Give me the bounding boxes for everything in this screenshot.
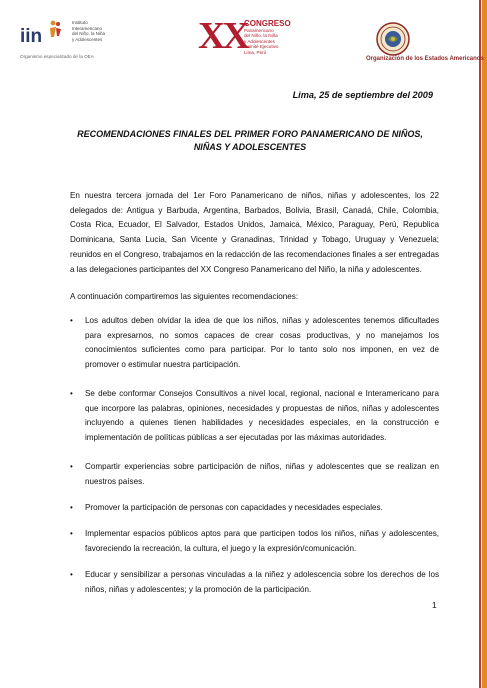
list-item [70, 527, 439, 556]
list-item-text: Se debe conformar Consejos Consultivos a nivel local, regional, nacional e Interamericano para que incorpore las palabras, opiniones, necesidades y propuestas de niños, niñas y adolescentes incluyendo a quienes tienen habilidades y necesidades especiales, en la construcción e implementación de políticas públicas a ser ejecutadas por las máximas autoridades. [85, 389, 439, 442]
list-item-text: Educar y sensibilizar a personas vinculadas a la niñez y adolescencia sobre los derechos de los niños, niñas y adolescentes; y la promoción de la participación. [85, 570, 439, 594]
congreso-text-line: del Niño, la Niña [244, 33, 278, 39]
congreso-text-line: Lima, Perú [244, 49, 267, 55]
bullet-icon: • [70, 503, 73, 512]
oea-name: Organización de los Estados Americanos [366, 56, 484, 62]
iin-subtitle: Organismo especializado de la OEA [20, 54, 94, 59]
iin-figure-icon [48, 20, 62, 38]
intro-paragraph: En nuestra tercera jornada del 1er Foro Panamericano de niños, niñas y adolescentes, los 22 delegados de: Antigua y Barbuda, Argentina, Barbados, Bolivia, Brasil, Canadá, Chile, Colombia, Costa Rica, Ecuador, El Salvador, Estados Unidos, Jamaica, México, Paraguay, Perú, Republica Dominicana, Santa Lucia, San Vicente y Granadinas, Trinidad y Tobago, Uruguay y Venezuela; reunidos en el Congreso, trabajamos en la redacción de las recomendaciones finales a ser entregadas a las delegaciones participantes del XX Congreso Panamericano del Niño, la niña y adolescentes. [70, 191, 439, 274]
list-item-text: Implementar espacios públicos aptos para que participen todos los niños, niñas y adolescentes, favoreciendo la recreación, la cultura, el juego y la expresión/comunicación. [85, 529, 439, 553]
congreso-text-line: Panamericano [244, 28, 274, 33]
title-line: NIÑAS Y ADOLESCENTES [193, 142, 307, 152]
title-line: RECOMENDACIONES FINALES DEL PRIMER FORO PANAMERICANO DE NIÑOS, [77, 129, 423, 139]
list-item [70, 568, 439, 597]
congreso-title: CONGRESO [244, 19, 291, 28]
bullet-icon: • [70, 389, 73, 398]
congreso-logo [198, 16, 298, 72]
page-border-line [479, 0, 481, 688]
bullet-icon: • [70, 462, 73, 471]
congreso-text-line: Comité Ejecutivo [244, 44, 279, 50]
congreso-xx-mark: XX [198, 15, 247, 57]
iin-name-line: Interamericano [72, 25, 103, 31]
recommendations-lead: A continuación compartiremos las siguientes recomendaciones: [70, 292, 299, 301]
bullet-icon: • [70, 529, 73, 538]
list-item [70, 387, 439, 445]
congreso-text [244, 28, 296, 55]
document-title [60, 128, 440, 154]
congreso-text-line: y Adolescentes [244, 38, 275, 44]
list-item [70, 460, 439, 489]
bullet-icon: • [70, 316, 73, 325]
iin-logo [20, 18, 140, 66]
iin-logo-mark: iin [20, 26, 43, 47]
list-item [70, 501, 439, 516]
page-border-stripe [482, 0, 487, 688]
page-number: 1 [432, 600, 437, 610]
oea-seal-icon [376, 22, 410, 56]
list-item [70, 314, 439, 372]
list-item-text: Promover la participación de personas con capacidades y necesidades especiales. [85, 503, 383, 512]
oea-logo [366, 22, 484, 68]
iin-name-line: Instituto [72, 20, 88, 25]
bullet-icon: • [70, 570, 73, 579]
list-item-text: Los adultos deben olvidar la idea de que los niños, niñas y adolescentes tenemos dificultades para expresarnos, no somos capaces de crear cosas productivas, y no manejamos los conocimientos suficientes como para participar. Por lo tanto solo nos imponen, en vez de promover o estimular nuestra participación. [85, 316, 439, 369]
iin-name [72, 20, 138, 42]
list-item-text: Compartir experiencias sobre participación de niños, niñas y adolescentes que se realizan en nuestros países. [85, 462, 439, 486]
iin-name-line: del Niño, la Niña [72, 31, 106, 36]
document-date: Lima, 25 de septiembre del 2009 [292, 90, 433, 100]
iin-name-line: y Adolescentes [72, 36, 103, 42]
